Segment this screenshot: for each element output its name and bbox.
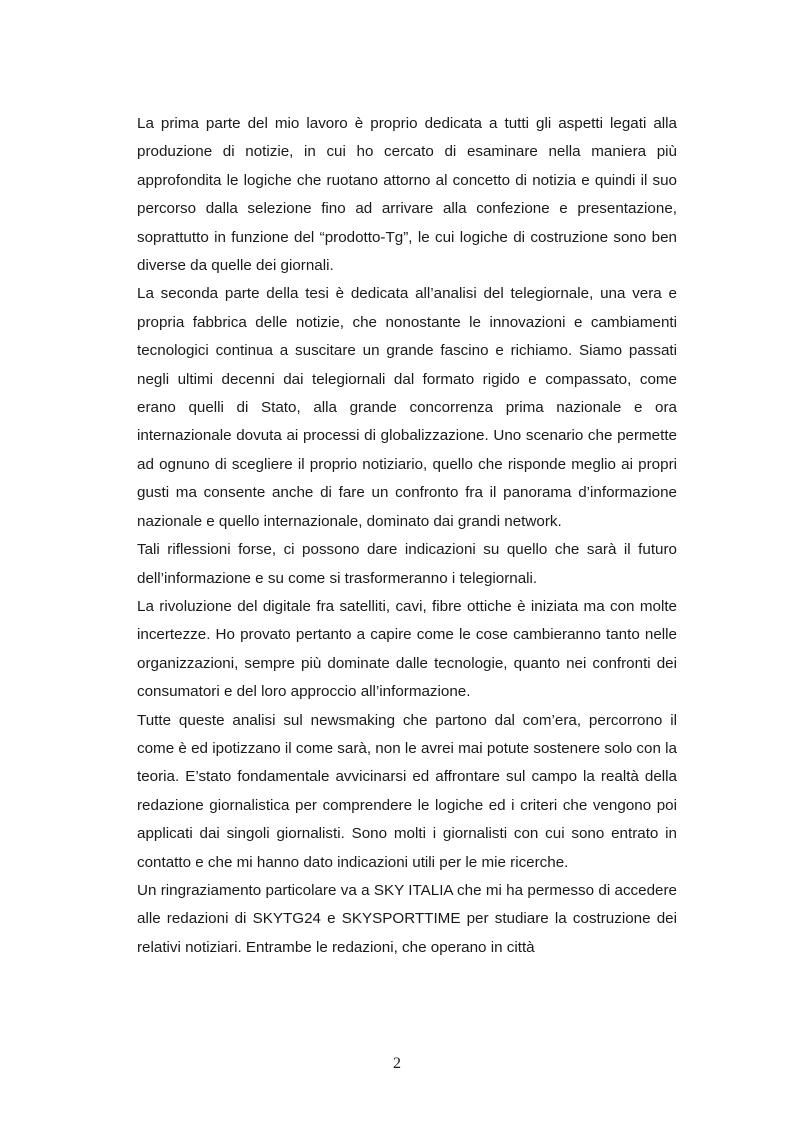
paragraph-second-part: La seconda parte della tesi è dedicata all’analisi del telegiornale, una vera e propria fabbrica delle notizie, che nonostante le innovazioni e cambiamenti tecnologici continua a suscitare un grande fascino e richiamo. Siamo passati negli ultimi decenni dai telegiornali dal formato rigido e compassato, come erano quelli di Stato, alla grande concorrenza prima nazionale e ora internazionale dovuta ai processi di globalizzazione. Uno scenario che permette ad ognuno di scegliere il proprio notiziario, quello che risponde meglio ai propri gusti ma consente anche di fare un confronto fra il panorama d’informazione nazionale e quello internazionale, dominato dai grandi network. (137, 285, 677, 530)
paragraph-newsmaking-analysis: Tutte queste analisi sul newsmaking che partono dal com’era, percorrono il come è ed ipotizzano il come sarà, non le avrei mai potute sostenere solo con la teoria. E’stato fondamentale avvicinarsi ed affrontare sul campo la realtà della redazione giornalistica per comprendere le logiche ed i criteri che vengono poi applicati dai singoli giornalisti. Sono molti i giornalisti con cui sono entrato in contatto e che mi hanno dato indicazioni utili per le mie ricerche. (137, 711, 677, 871)
paragraph-intro-first-part: La prima parte del mio lavoro è proprio dedicata a tutti gli aspetti legati alla produzione di notizie, in cui ho cercato di esaminare nella maniera più approfondita le logiche che ruotano attorno al concetto di notizia e quindi il suo percorso dalla selezione fino ad arrivare alla confezione e presentazione, soprattutto in funzione del “prodotto-Tg”, le cui logiche di costruzione sono ben diverse da quelle dei giornali. (137, 115, 677, 275)
paragraph-digital-revolution: La rivoluzione del digitale fra satelliti, cavi, fibre ottiche è iniziata ma con molte incertezze. Ho provato pertanto a capire come le cose cambieranno tanto nelle organizzazioni, sempre più dominate dalle tecnologie, quanto nei confronti dei consumatori e del loro approccio all’informazione. (137, 597, 677, 701)
paragraph-acknowledgement: Un ringraziamento particolare va a SKY ITALIA che mi ha permesso di accedere alle redazioni di SKYTG24 e SKYSPORTTIME per studiare la costruzione dei relativi notiziari. Entrambe le redazioni, che operano in città (137, 881, 677, 956)
page-body (137, 110, 677, 962)
paragraph-reflections: Tali riflessioni forse, ci possono dare indicazioni su quello che sarà il futuro dell’informazione e su come si trasformeranno i telegiornali. (137, 541, 677, 587)
page-number: 2 (393, 1055, 401, 1072)
